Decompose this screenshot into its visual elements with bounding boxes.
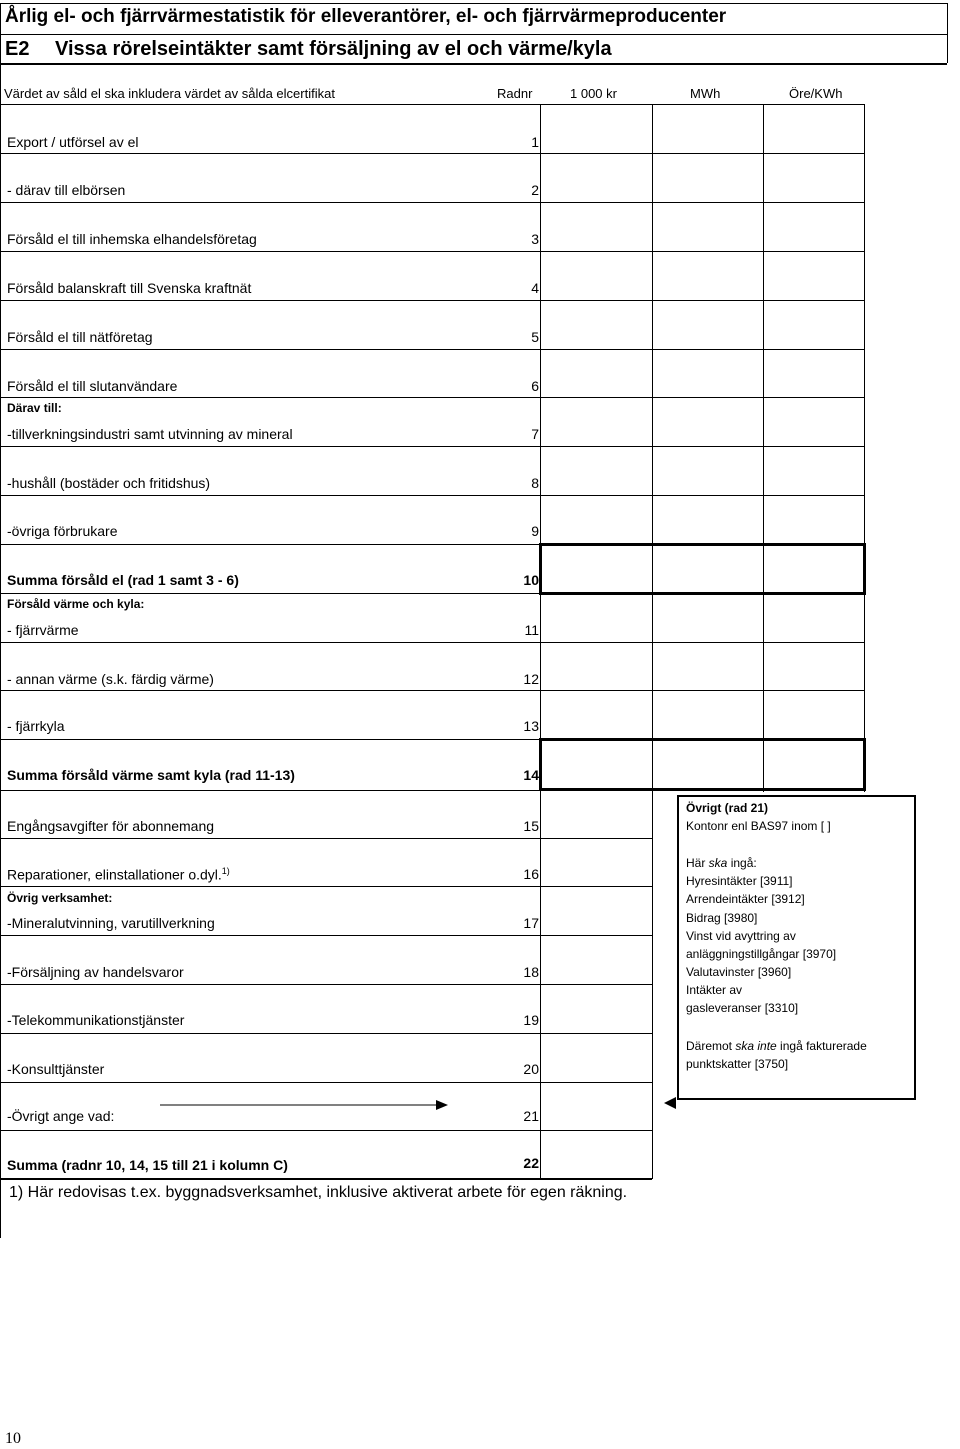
row-divider xyxy=(0,790,864,791)
row-number: 7 xyxy=(531,426,539,442)
row-label: -övriga förbrukare xyxy=(7,523,118,539)
row-number: 5 xyxy=(531,329,539,345)
row-divider xyxy=(0,935,652,936)
row-divider xyxy=(0,690,864,691)
row-label: Engångsavgifter för abonnemang xyxy=(7,818,215,834)
row-number: 14 xyxy=(523,767,539,783)
row-divider xyxy=(0,1033,652,1034)
sidebox-line: Kontonr enl BAS97 inom [ ] xyxy=(686,819,831,833)
grid-col-c xyxy=(763,104,764,792)
row-number: 21 xyxy=(523,1108,539,1124)
row-label: - fjärrkyla xyxy=(7,718,65,734)
row-divider xyxy=(0,544,864,545)
row-label: -Övrigt ange vad: xyxy=(7,1108,115,1124)
value-note: Värdet av såld el ska inkludera värdet av sålda elcertifikat xyxy=(4,86,335,101)
sidebox-item: Arrendeintäkter [3912] xyxy=(686,892,805,906)
row-label: - därav till elbörsen xyxy=(7,182,126,198)
row-divider xyxy=(0,251,864,252)
row-divider xyxy=(0,739,864,740)
row-label: Reparationer, elinstallationer o.dyl.$^{1)}$ xyxy=(7,866,230,883)
section-heading xyxy=(5,38,612,61)
page-number: 10 xyxy=(5,1430,21,1447)
subheading-varme: Försåld värme och kyla: xyxy=(7,597,145,611)
row-number: 3 xyxy=(531,231,539,247)
header-underline xyxy=(0,104,864,105)
row-label: Försåld balanskraft till Svenska kraftnät xyxy=(7,280,252,296)
frame-top xyxy=(0,3,947,4)
row-label: Försåld el till nätföretag xyxy=(7,329,153,345)
section-title: Vissa rörelseintäkter samt försäljning av el och värme/kyla xyxy=(55,38,612,60)
row-number: 12 xyxy=(523,671,539,687)
row-label: Export / utförsel av el xyxy=(7,134,139,150)
sidebox-item: anläggningstillgångar [3970] xyxy=(686,947,837,961)
row-label: - annan värme (s.k. färdig värme) xyxy=(7,671,214,687)
row-number: 1 xyxy=(531,134,539,150)
row-divider xyxy=(0,202,864,203)
row-divider xyxy=(0,838,652,839)
arrow-right-icon xyxy=(160,1098,450,1112)
row-number: 19 xyxy=(523,1012,539,1028)
row-label-summary: Summa försåld värme samt kyla (rad 11-13) xyxy=(7,767,295,783)
row-divider xyxy=(0,153,864,154)
section-divider xyxy=(0,63,947,65)
row-number: 11 xyxy=(524,622,539,638)
col-header-mwh: MWh xyxy=(690,86,721,101)
row-divider xyxy=(0,642,864,643)
row-number: 6 xyxy=(531,378,539,394)
row-divider xyxy=(0,886,652,887)
col-header-orekwh: Öre/KWh xyxy=(789,86,843,101)
sidebox-line: Däremot ska inte ingå fakturerade xyxy=(686,1039,867,1053)
sidebox-title: Övrigt (rad 21) xyxy=(686,801,769,815)
row-divider xyxy=(0,495,864,496)
row-number: 15 xyxy=(523,818,539,834)
sidebox-item: gasleveranser [3310] xyxy=(686,1001,799,1015)
section-code: E2 xyxy=(5,38,30,60)
frame-left xyxy=(0,3,1,1238)
row-divider xyxy=(0,397,864,398)
row-label: - fjärrvärme xyxy=(7,622,79,638)
sidebox-line: punktskatter [3750] xyxy=(686,1057,789,1071)
row-divider xyxy=(0,1130,652,1131)
col-header-radnr: Radnr xyxy=(497,86,533,101)
row-label: -Telekommunikationstjänster xyxy=(7,1012,185,1028)
row-number: 10 xyxy=(523,572,539,588)
subheading-darav: Därav till: xyxy=(7,401,62,415)
sidebox-item: Bidrag [3980] xyxy=(686,911,758,925)
other-income-box xyxy=(677,795,916,1100)
row-label: Försåld el till slutanvändare xyxy=(7,378,178,394)
sidebox-item: Intäkter av xyxy=(686,983,743,997)
row-label-summary: Summa försåld el (rad 1 samt 3 - 6) xyxy=(7,572,239,588)
frame-right-top xyxy=(947,3,948,63)
row-number: 18 xyxy=(523,964,539,980)
row-number: 9 xyxy=(531,523,539,539)
row-number: 16 xyxy=(523,866,539,882)
row-number: 4 xyxy=(531,280,539,296)
row-number: 13 xyxy=(523,718,539,734)
row-label: -Konsulttjänster xyxy=(7,1061,105,1077)
grid-col-d xyxy=(864,104,865,792)
summary-box-varme xyxy=(539,738,866,791)
subheading-ovrig: Övrig verksamhet: xyxy=(7,891,113,905)
sidebox-item: Vinst vid avyttring av xyxy=(686,929,796,943)
row-divider xyxy=(0,1178,652,1180)
row-divider xyxy=(0,1082,652,1083)
row-number: 17 xyxy=(523,915,539,931)
row-label: -hushåll (bostäder och fritidshus) xyxy=(7,475,211,491)
row-number: 8 xyxy=(531,475,539,491)
row-number: 20 xyxy=(523,1061,539,1077)
row-number: 22 xyxy=(523,1155,539,1171)
row-divider xyxy=(0,593,864,594)
form-title: Årlig el- och fjärrvärmestatistik för elleverantörer, el- och fjärrvärmeproducenter xyxy=(5,6,727,27)
sidebox-line: Här ska ingå: xyxy=(686,856,757,870)
row-divider xyxy=(0,984,652,985)
row-number: 2 xyxy=(531,182,539,198)
summary-box-el xyxy=(539,543,866,595)
row-label: -Mineralutvinning, varutillverkning xyxy=(7,915,215,931)
row-divider xyxy=(0,446,864,447)
row-label: Försåld el till inhemska elhandelsföretag xyxy=(7,231,257,247)
title-divider xyxy=(0,34,947,35)
footnote: 1) Här redovisas t.ex. byggnadsverksamhet, inklusive aktiverat arbete för egen räkning. xyxy=(9,1184,628,1201)
sidebox-item: Hyresintäkter [3911] xyxy=(686,874,793,888)
row-label-summary: Summa (radnr 10, 14, 15 till 21 i kolumn C) xyxy=(7,1157,288,1173)
row-label: -tillverkningsindustri samt utvinning av mineral xyxy=(7,426,293,442)
sidebox-item: Valutavinster [3960] xyxy=(686,965,792,979)
row-divider xyxy=(0,349,864,350)
col-header-kr: 1 000 kr xyxy=(570,86,617,101)
row-divider xyxy=(0,300,864,301)
row-label: -Försäljning av handelsvaror xyxy=(7,964,184,980)
